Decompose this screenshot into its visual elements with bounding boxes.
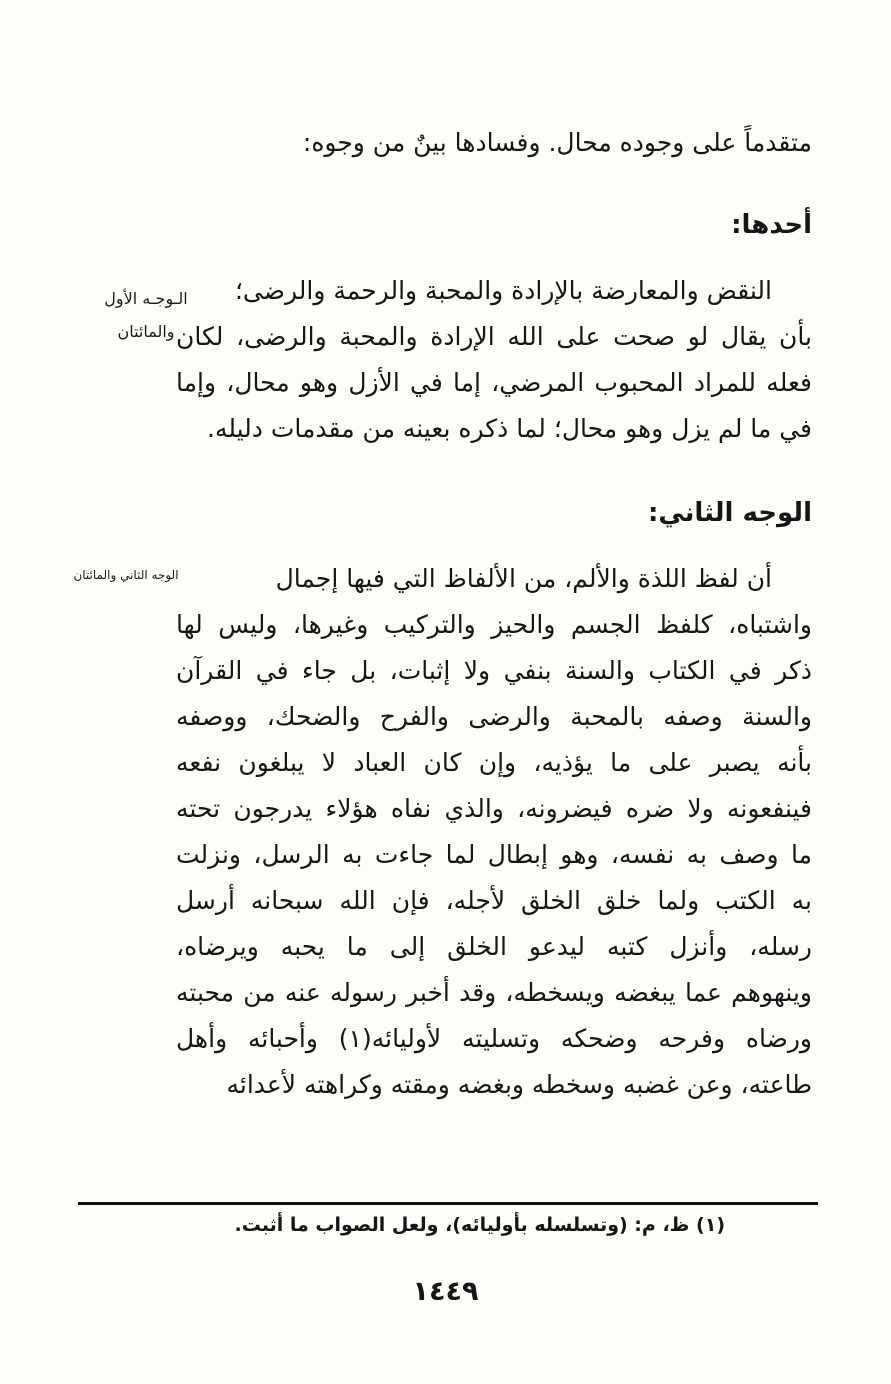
margin-note-line: الـوجـه الأول bbox=[104, 289, 188, 308]
text-line: ذكر في الكتاب والسنة بنفي ولا إثبات، بل جاء في القرآن bbox=[176, 656, 812, 685]
section2-heading: الوجه الثاني: bbox=[647, 498, 812, 528]
opening-line: متقدماً على وجوده محال. وفسادها بينٌ من وجوه: bbox=[302, 128, 812, 157]
footnote-divider bbox=[78, 1202, 818, 1205]
margin-note-line: والمائتان bbox=[117, 322, 175, 341]
text-line: النقض والمعارضة بالإرادة والمحبة والرحمة والرضى؛ bbox=[234, 276, 772, 305]
text-line: واشتباه، كلفظ الجسم والحيز والتركيب وغيرها، وليس لها bbox=[176, 610, 812, 639]
text-line: فينفعونه ولا ضره فيضرونه، والذي نفاه هؤلاء يدرجون تحته bbox=[176, 794, 812, 823]
page-number: ١٤٤٩ bbox=[412, 1276, 479, 1307]
section1-paragraph bbox=[176, 268, 812, 452]
section2-paragraph bbox=[176, 556, 812, 1108]
text-line: طاعته، وعن غضبه وسخطه وبغضه ومقته وكراهته لأعدائه bbox=[226, 1070, 812, 1099]
text-line: ورضاه وفرحه وضحكه وتسليته لأوليائه(١) وأحبائه وأهل bbox=[176, 1024, 812, 1053]
text-line: ما وصف به نفسه، وهو إبطال لما جاءت به الرسل، ونزلت bbox=[176, 840, 812, 869]
text-line: والسنة وصفه بالمحبة والرضى والفرح والضحك، ووصفه bbox=[176, 702, 812, 731]
footnote-text: (١) ظ، م: (وتسلسله بأوليائه)، ولعل الصواب ما أثبت. bbox=[234, 1214, 725, 1236]
section1-heading: أحدها: bbox=[731, 210, 812, 240]
text-line: وينهوهم عما يبغضه ويسخطه، وقد أخبر رسوله عنه من محبته bbox=[176, 978, 812, 1007]
text-line: في ما لم يزل وهو محال؛ لما ذكره بعينه من مقدمات دليله. bbox=[207, 414, 812, 443]
text-line: رسله، وأنزل كتبه ليدعو الخلق إلى ما يحبه ويرضاه، bbox=[176, 932, 812, 961]
text-line: أن لفظ اللذة والألم، من الألفاظ التي فيها إجمال bbox=[275, 564, 772, 593]
margin-note-second: الوجه الثاني والمائتان bbox=[73, 568, 179, 582]
text-line: بأنه يصبر على ما يؤذيه، وإن كان العباد لا يبلغون نفعه bbox=[176, 748, 812, 777]
text-line: فعله للمراد المحبوب المرضي، إما في الأزل وهو محال، وإما bbox=[176, 368, 812, 397]
text-line: به الكتب ولما خلق الخلق لأجله، فإن الله سبحانه أرسل bbox=[176, 886, 812, 915]
text-line: بأن يقال لو صحت على الله الإرادة والمحبة والرضى، لكان bbox=[176, 322, 812, 351]
